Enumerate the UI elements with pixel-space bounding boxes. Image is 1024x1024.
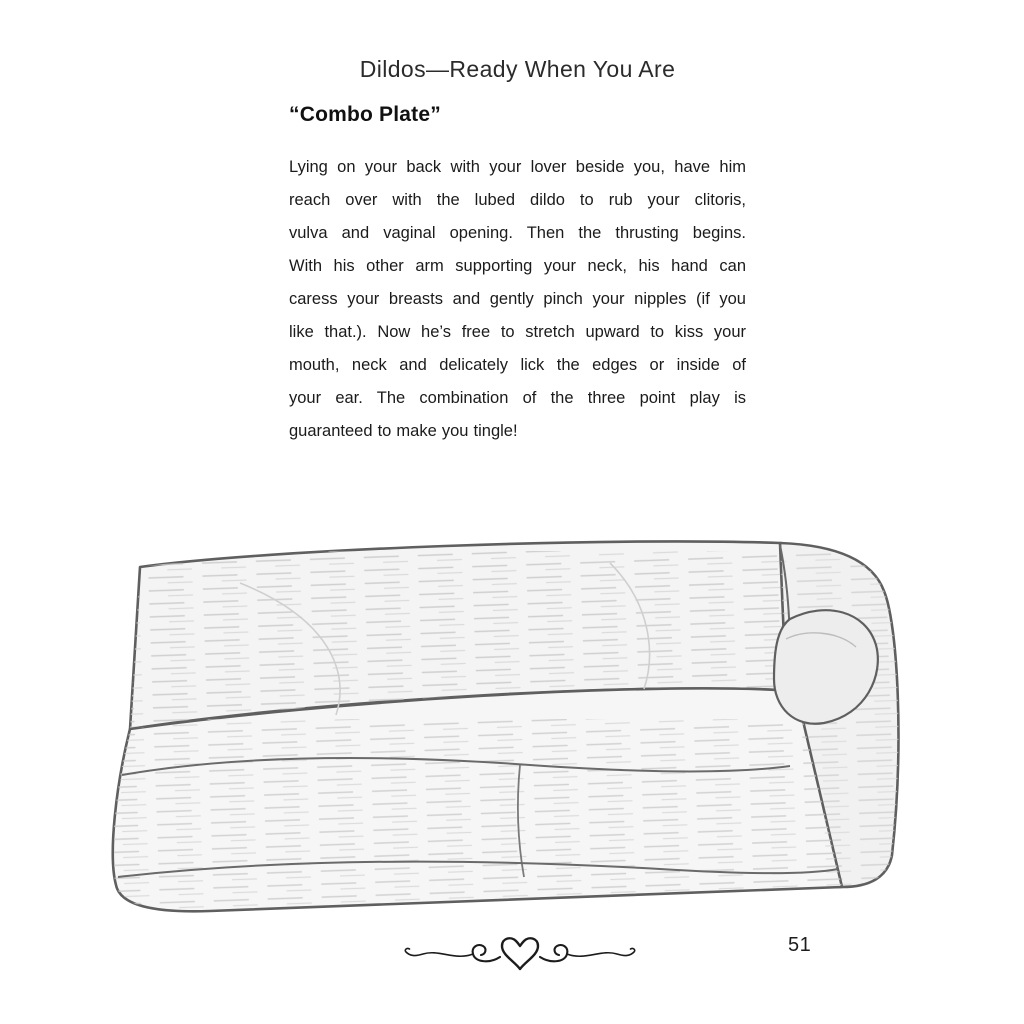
page-number: 51: [788, 934, 812, 956]
right-flourish-line: [567, 949, 635, 957]
body-line: reach over with the lubed dildo to rub your clitoris,: [289, 191, 746, 209]
body-line: caress your breasts and gently pinch your nipples (if you: [289, 290, 746, 308]
section-heading: “Combo Plate”: [289, 103, 441, 126]
right-scroll: [540, 945, 567, 961]
heart-flourish-ornament: [403, 933, 637, 975]
body-line: mouth, neck and delicately lick the edges or inside of: [289, 356, 746, 374]
body-paragraph: [289, 151, 746, 448]
couch-sketch-illustration: [90, 523, 950, 935]
body-line: like that.). Now he’s free to stretch upward to kiss your: [289, 323, 746, 341]
body-line: With his other arm supporting your neck, his hand can: [289, 257, 746, 275]
body-line: guaranteed to make you tingle!: [289, 422, 518, 440]
left-flourish-line: [405, 949, 473, 957]
body-line: Lying on your back with your lover beside you, have him: [289, 158, 746, 176]
body-line: your ear. The combination of the three point play is: [289, 389, 746, 407]
body-line: vulva and vaginal opening. Then the thrusting begins.: [289, 224, 746, 242]
running-head: Dildos—Ready When You Are: [359, 56, 676, 82]
heart-icon: [502, 938, 538, 969]
left-scroll: [473, 945, 500, 961]
